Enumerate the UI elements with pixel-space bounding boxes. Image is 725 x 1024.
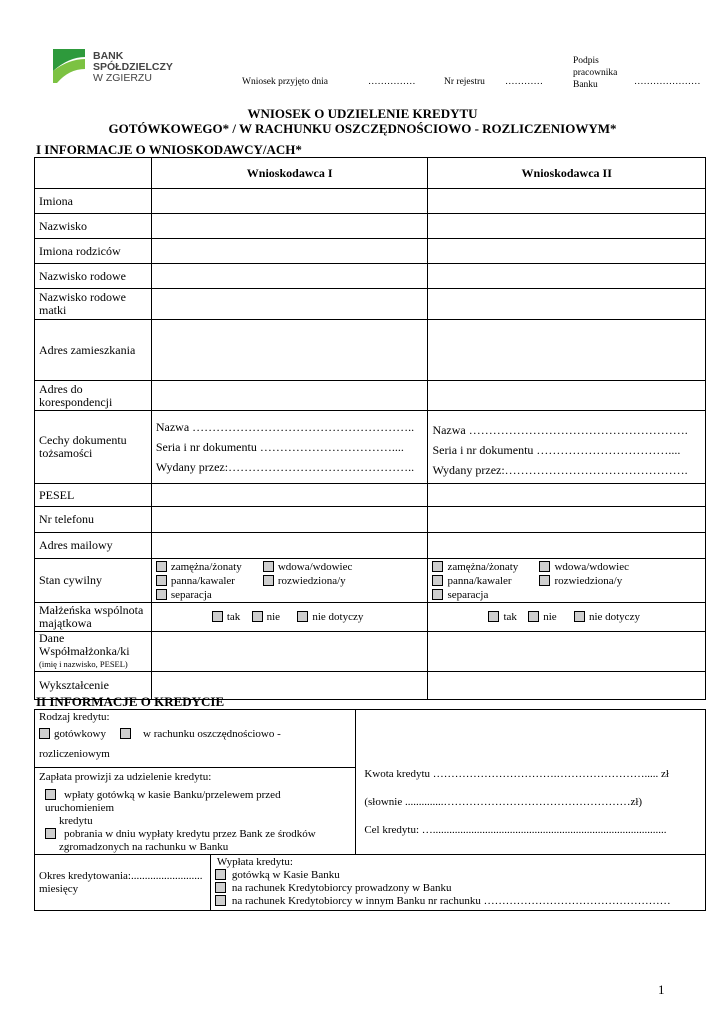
amount-field[interactable]: Kwota kredytu …………………………….……………………..... zł — [364, 768, 669, 780]
applicant-2-header: Wnioskodawca II — [428, 158, 706, 189]
checkbox-divorced-2[interactable] — [539, 575, 550, 586]
document-series-1: Seria i nr dokumentu …………………………….... — [155, 440, 404, 454]
checkbox-community-na-2[interactable] — [574, 611, 585, 622]
row-label-wspolnota: Małżeńska wspólnota majątkowa — [35, 603, 152, 632]
marital-cell-1: zamężna/żonaty wdowa/wdowiec panna/kawaler rozwiedziona/y separacja — [151, 559, 428, 603]
checkbox-married-2[interactable] — [432, 561, 443, 572]
imiona-field-2[interactable] — [428, 189, 706, 214]
checkbox-community-yes-1[interactable] — [212, 611, 223, 622]
row-label-email: Adres mailowy — [35, 533, 152, 559]
wyksztalcenie-field-2[interactable] — [428, 672, 706, 700]
checkbox-commission-deduct[interactable] — [45, 828, 56, 839]
document-series-2: Seria i nr dokumentu …………………………….... — [432, 443, 681, 457]
row-label-stan-cywilny: Stan cywilny — [35, 559, 152, 603]
row-label-telefon: Nr telefonu — [35, 507, 152, 533]
bank-logo-icon — [53, 49, 85, 83]
payout-cell: Wypłata kredytu: gotówką w Kasie Banku na rachunek Kredytobiorcy prowadzony w Banku na rachunek Kredytobiorcy w innym Banku nr rachunku …………………………………………… — [210, 855, 705, 911]
received-label: Wniosek przyjęto dnia — [242, 77, 329, 87]
nazwisko-rodowe-matki-field-1[interactable] — [151, 289, 428, 320]
document-issuer-2: Wydany przez:………………………………………. — [432, 463, 688, 477]
imiona-rodzicow-field-2[interactable] — [428, 239, 706, 264]
community-cell-1: tak nie nie dotyczy — [151, 603, 428, 632]
email-field-2[interactable] — [428, 533, 706, 559]
row-label-imiona: Imiona — [35, 189, 152, 214]
checkbox-community-na-1[interactable] — [297, 611, 308, 622]
telefon-field-2[interactable] — [428, 507, 706, 533]
payout-label: Wypłata kredytu: — [216, 856, 293, 868]
checkbox-payout-other-bank[interactable] — [215, 895, 226, 906]
checkbox-separated-2[interactable] — [432, 589, 443, 600]
checkbox-widowed-1[interactable] — [263, 561, 274, 572]
logo-line-2: SPÓŁDZIELCZY — [93, 61, 173, 73]
commission-label: Zapłata prowizji za udzielenie kredytu: — [39, 771, 212, 783]
section2-heading: II INFORMACJE O KREDYCIE — [36, 694, 225, 709]
row-label-adres-zamieszkania: Adres zamieszkania — [35, 320, 152, 381]
checkbox-community-no-1[interactable] — [252, 611, 263, 622]
document-name-1: Nazwa ……………………………………………….. — [155, 420, 415, 434]
logo-line-1: BANK — [93, 50, 124, 62]
imiona-rodzicow-field-1[interactable] — [151, 239, 428, 264]
period-field[interactable]: Okres kredytowania:.......................... — [39, 869, 203, 882]
checkbox-widowed-2[interactable] — [539, 561, 550, 572]
document-issuer-1: Wydany przez:……………………………………….. — [155, 460, 415, 474]
community-cell-2: tak nie nie dotyczy — [428, 603, 706, 632]
nazwisko-rodowe-matki-field-2[interactable] — [428, 289, 706, 320]
checkbox-community-yes-2[interactable] — [488, 611, 499, 622]
bank-logo — [53, 49, 193, 85]
register-dots: ………… — [505, 77, 543, 87]
imiona-field-1[interactable] — [151, 189, 428, 214]
row-label-nazwisko: Nazwisko — [35, 214, 152, 239]
dane-wspolmalzonka-field-2[interactable] — [428, 632, 706, 672]
checkbox-gotowkowy[interactable] — [39, 728, 50, 739]
adres-zamieszkania-field-2[interactable] — [428, 320, 706, 381]
row-label-imiona-rodzicow: Imiona rodziców — [35, 239, 152, 264]
checkbox-payout-cash[interactable] — [215, 869, 226, 880]
title-line-1: WNIOSEK O UDZIELENIE KREDYTU — [247, 106, 478, 121]
nazwisko-rodowe-field-2[interactable] — [428, 264, 706, 289]
amount-cell — [356, 710, 706, 855]
nazwisko-field-1[interactable] — [151, 214, 428, 239]
commission-cell: Zapłata prowizji za udzielenie kredytu: wpłaty gotówką w kasie Banku/przelewem przed uruchomieniem kredytu pobrania w dniu wypłaty kredytu przez Bank ze środków zgromadzonych na rachunku w Banku — [35, 768, 356, 855]
page-title — [0, 106, 725, 136]
received-dots: …………… — [368, 77, 416, 87]
applicants-table — [34, 157, 706, 700]
checkbox-single-1[interactable] — [156, 575, 167, 586]
row-label-cechy-dokumentu: Cechy dokumentu tożsamości — [35, 411, 152, 484]
page-number: 1 — [658, 982, 665, 997]
email-field-1[interactable] — [151, 533, 428, 559]
checkbox-married-1[interactable] — [156, 561, 167, 572]
checkbox-community-no-2[interactable] — [528, 611, 539, 622]
adres-zamieszkania-field-1[interactable] — [151, 320, 428, 381]
signature-label: Podpis pracownika Banku — [573, 56, 618, 90]
row-label-pesel: PESEL — [35, 484, 152, 507]
period-unit: miesięcy — [39, 882, 79, 895]
row-label-dane-wspolmalzonka: Dane Współmałżonka/ki (imię i nazwisko, PESEL) — [35, 632, 152, 672]
logo-line-3: W ZGIERZU — [93, 72, 152, 84]
dane-wspolmalzonka-field-1[interactable] — [151, 632, 428, 672]
nazwisko-rodowe-field-1[interactable] — [151, 264, 428, 289]
nazwisko-field-2[interactable] — [428, 214, 706, 239]
checkbox-single-2[interactable] — [432, 575, 443, 586]
purpose-field[interactable]: Cel kredytu: …..................................................................................... — [364, 824, 667, 836]
applicant-1-header: Wnioskodawca I — [151, 158, 428, 189]
checkbox-separated-1[interactable] — [156, 589, 167, 600]
row-label-nazwisko-rodowe: Nazwisko rodowe — [35, 264, 152, 289]
period-cell — [35, 855, 211, 911]
adres-korespondencji-field-2[interactable] — [428, 381, 706, 411]
section1-heading: I INFORMACJE O WNIOSKODAWCY/ACH* — [36, 142, 302, 157]
row-label-wyksztalcenie: Wykształcenie — [35, 672, 152, 700]
checkbox-commission-cash[interactable] — [45, 789, 56, 800]
amount-words-field[interactable]: (słownie ..............……………………………………………zł) — [364, 796, 643, 808]
document-cell-1[interactable] — [151, 411, 428, 484]
row-label-nazwisko-rodowe-matki: Nazwisko rodowe matki — [35, 289, 152, 320]
credit-type-label: Rodzaj kredytu: — [39, 711, 110, 723]
register-label: Nr rejestru — [444, 77, 485, 87]
pesel-field-2[interactable] — [428, 484, 706, 507]
signature-dots: ………………… — [634, 77, 701, 87]
title-line-2: GOTÓWKOWEGO* / W RACHUNKU OSZCZĘDNOŚCIOWO - ROZLICZENIOWYM* — [108, 121, 617, 136]
credit-table — [34, 709, 706, 911]
pesel-field-1[interactable] — [151, 484, 428, 507]
credit-type-cell: Rodzaj kredytu: gotówkowy w rachunku oszczędnościowo - rozliczeniowym — [35, 710, 356, 768]
document-name-2: Nazwa ………………………………………………. — [432, 423, 688, 437]
dane-wspolmalzonka-note: (imię i nazwisko, PESEL) — [39, 659, 128, 669]
rozliczeniowym-text: rozliczeniowym — [39, 748, 110, 760]
adres-korespondencji-field-1[interactable] — [151, 381, 428, 411]
checkbox-w-rachunku[interactable] — [120, 728, 131, 739]
checkbox-divorced-1[interactable] — [263, 575, 274, 586]
marital-cell-2: zamężna/żonaty wdowa/wdowiec panna/kawaler rozwiedziona/y separacja — [428, 559, 706, 603]
checkbox-payout-own-account[interactable] — [215, 882, 226, 893]
telefon-field-1[interactable] — [151, 507, 428, 533]
document-cell-2[interactable] — [428, 411, 706, 484]
row-label-adres-korespondencji: Adres do korespondencji — [35, 381, 152, 411]
